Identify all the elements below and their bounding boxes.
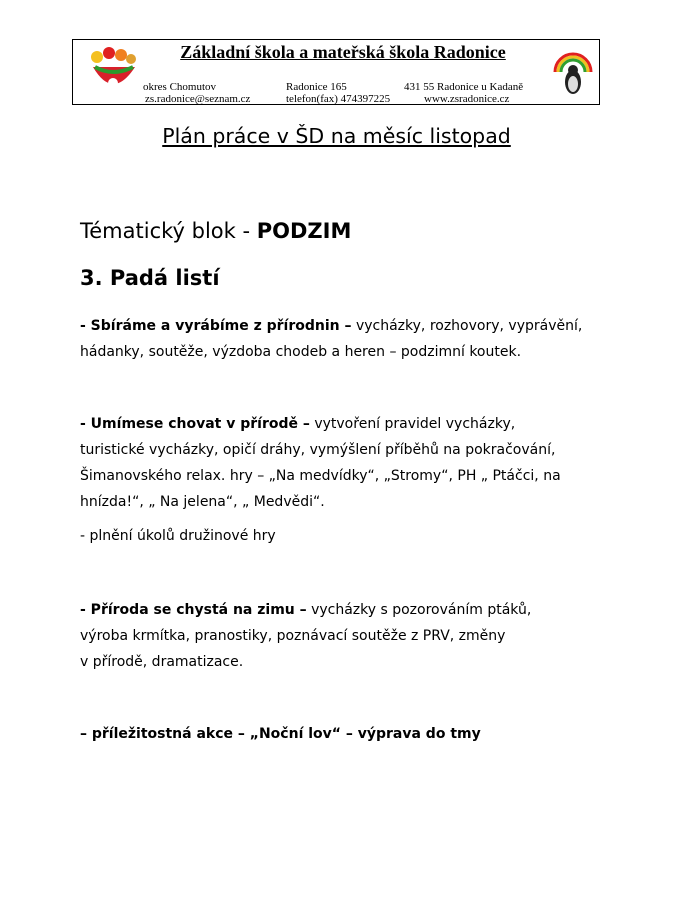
activity-item — [80, 313, 620, 365]
activity-item — [80, 597, 620, 675]
letterhead — [72, 39, 600, 105]
district: okres Chomutov — [143, 81, 217, 93]
activity-text: - plnění úkolů družinové hry — [80, 528, 276, 544]
activity-item — [80, 523, 620, 549]
activity-text: hnízda!“, „ Na jelena“, „ Medvědi“. — [80, 494, 325, 510]
activity-heading: - Příroda se chystá na zimu – — [80, 602, 307, 618]
activity-text: vycházky, rozhovory, vyprávění, — [351, 318, 583, 334]
school-name: Základní škola a mateřská škola Radonice — [180, 42, 506, 62]
address: Radonice 165 — [286, 81, 347, 93]
activity-text: výroba krmítka, pranostiky, poznávací soutěže z PRV, změny — [80, 628, 506, 644]
theme-label: Tématický blok - — [80, 219, 251, 243]
postal-address: 431 55 Radonice u Kadaně — [404, 81, 524, 93]
activity-text: vycházky s pozorováním ptáků, — [306, 602, 532, 618]
activity-text: turistické vycházky, opičí dráhy, vymýšlení příběhů na pokračování, — [80, 442, 556, 458]
activity-heading: – příležitostná akce – „Noční lov“ – výprava do tmy — [80, 726, 481, 742]
section-title: 3. Padá listí — [80, 266, 220, 290]
activity-text: v přírodě, dramatizace. — [80, 654, 244, 670]
theme-block — [80, 219, 351, 243]
activity-text: Šimanovského relax. hry – „Na medvídky“, „Stromy“, PH „ Ptáčci, na — [80, 468, 561, 484]
website: www.zsradonice.cz — [424, 93, 510, 105]
activity-heading: - Sbíráme a vyrábíme z přírodnin – — [80, 318, 352, 334]
theme-value: PODZIM — [256, 219, 352, 243]
school-logo-right — [551, 42, 595, 98]
activity-item — [80, 411, 620, 515]
activity-heading: - Umímese chovat v přírodě – — [80, 416, 310, 432]
page-title: Plán práce v ŠD na měsíc listopad — [162, 124, 511, 148]
activity-text: hádanky, soutěže, výzdoba chodeb a heren – podzimní koutek. — [80, 344, 522, 360]
activity-text: vytvoření pravidel vycházky, — [309, 416, 516, 432]
activity-item — [80, 721, 620, 747]
school-logo-left — [87, 43, 139, 99]
email: zs.radonice@seznam.cz — [145, 93, 251, 105]
phone: telefon(fax) 474397225 — [286, 93, 391, 105]
